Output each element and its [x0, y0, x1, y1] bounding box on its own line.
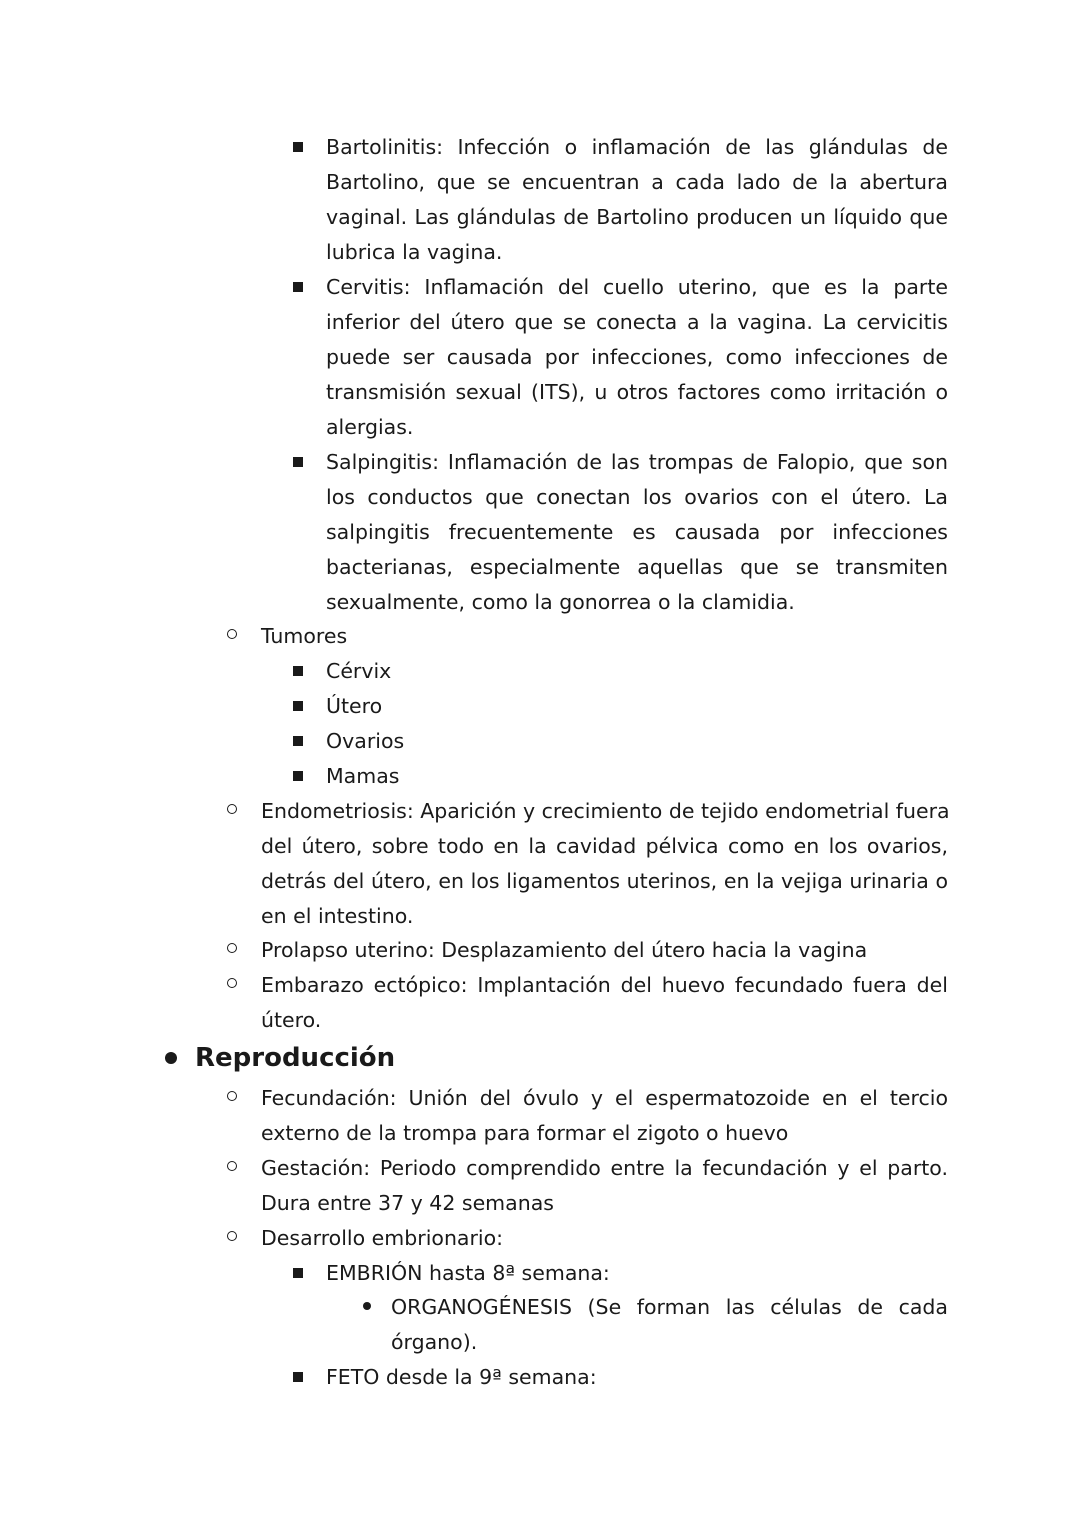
square-bullet-icon [293, 666, 303, 676]
square-bullet-icon [293, 457, 303, 467]
text-line: en el intestino. [261, 904, 414, 928]
circle-bullet-icon [227, 1161, 237, 1171]
disc-bullet-icon [165, 1052, 177, 1064]
text-line: puede ser causada por infecciones, como infecciones de [326, 345, 948, 369]
text-line: Dura entre 37 y 42 semanas [261, 1191, 554, 1215]
text-line: salpingitis frecuentemente es causada por infecciones [326, 520, 948, 544]
text-line: Endometriosis: Aparición y crecimiento de tejido endometrial fuera [261, 799, 950, 823]
text-line: externo de la trompa para formar el zigoto o huevo [261, 1121, 789, 1145]
square-bullet-icon [293, 1268, 303, 1278]
circle-bullet-icon [227, 978, 237, 988]
circle-bullet-icon [227, 629, 237, 639]
square-bullet-icon [293, 771, 303, 781]
section-heading: Reproducción [195, 1043, 396, 1073]
text-line: Tumores [261, 624, 348, 648]
list-item: Mamas [326, 764, 400, 788]
text-line: del útero, sobre todo en la cavidad pélvica como en los ovarios, [261, 834, 948, 858]
list-item: Ovarios [326, 729, 405, 753]
text-line: los conductos que conectan los ovarios con el útero. La [326, 485, 948, 509]
text-line: útero. [261, 1008, 322, 1032]
square-bullet-icon [293, 736, 303, 746]
text-line: sexualmente, como la gonorrea o la clamidia. [326, 590, 795, 614]
text-line: ORGANOGÉNESIS (Se forman las células de cada [391, 1295, 948, 1319]
circle-bullet-icon [227, 1231, 237, 1241]
text-line: Gestación: Periodo comprendido entre la fecundación y el parto. [261, 1156, 948, 1180]
text-line: Cervitis: Inflamación del cuello uterino, que es la parte [326, 275, 948, 299]
circle-bullet-icon [227, 943, 237, 953]
square-bullet-icon [293, 1372, 303, 1382]
text-line: FETO desde la 9ª semana: [326, 1365, 597, 1389]
circle-bullet-icon [227, 1091, 237, 1101]
text-line: inferior del útero que se conecta a la vagina. La cervicitis [326, 310, 948, 334]
text-line: Desarrollo embrionario: [261, 1226, 504, 1250]
circle-bullet-icon [227, 804, 237, 814]
square-bullet-icon [293, 142, 303, 152]
dot-bullet-icon [363, 1302, 371, 1310]
square-bullet-icon [293, 701, 303, 711]
text-line: alergias. [326, 415, 414, 439]
text-line: bacterianas, especialmente aquellas que se transmiten [326, 555, 948, 579]
text-line: detrás del útero, en los ligamentos uterinos, en la vejiga urinaria o [261, 869, 948, 893]
text-line: Salpingitis: Inflamación de las trompas de Falopio, que son [326, 450, 948, 474]
text-line: transmisión sexual (ITS), u otros factores como irritación o [326, 380, 948, 404]
text-line: Fecundación: Unión del óvulo y el espermatozoide en el tercio [261, 1086, 948, 1110]
list-item: Útero [326, 694, 383, 718]
list-item: Cérvix [326, 659, 392, 683]
text-line: Bartolinitis: Infección o inflamación de las glándulas de [326, 135, 948, 159]
text-line: lubrica la vagina. [326, 240, 503, 264]
text-line: Prolapso uterino: Desplazamiento del útero hacia la vagina [261, 938, 868, 962]
text-line: vaginal. Las glándulas de Bartolino producen un líquido que [326, 205, 948, 229]
text-line: órgano). [391, 1330, 478, 1354]
text-line: EMBRIÓN hasta 8ª semana: [326, 1261, 610, 1285]
text-line: Embarazo ectópico: Implantación del huevo fecundado fuera del [261, 973, 948, 997]
square-bullet-icon [293, 282, 303, 292]
text-line: Bartolino, que se encuentran a cada lado de la abertura [326, 170, 948, 194]
